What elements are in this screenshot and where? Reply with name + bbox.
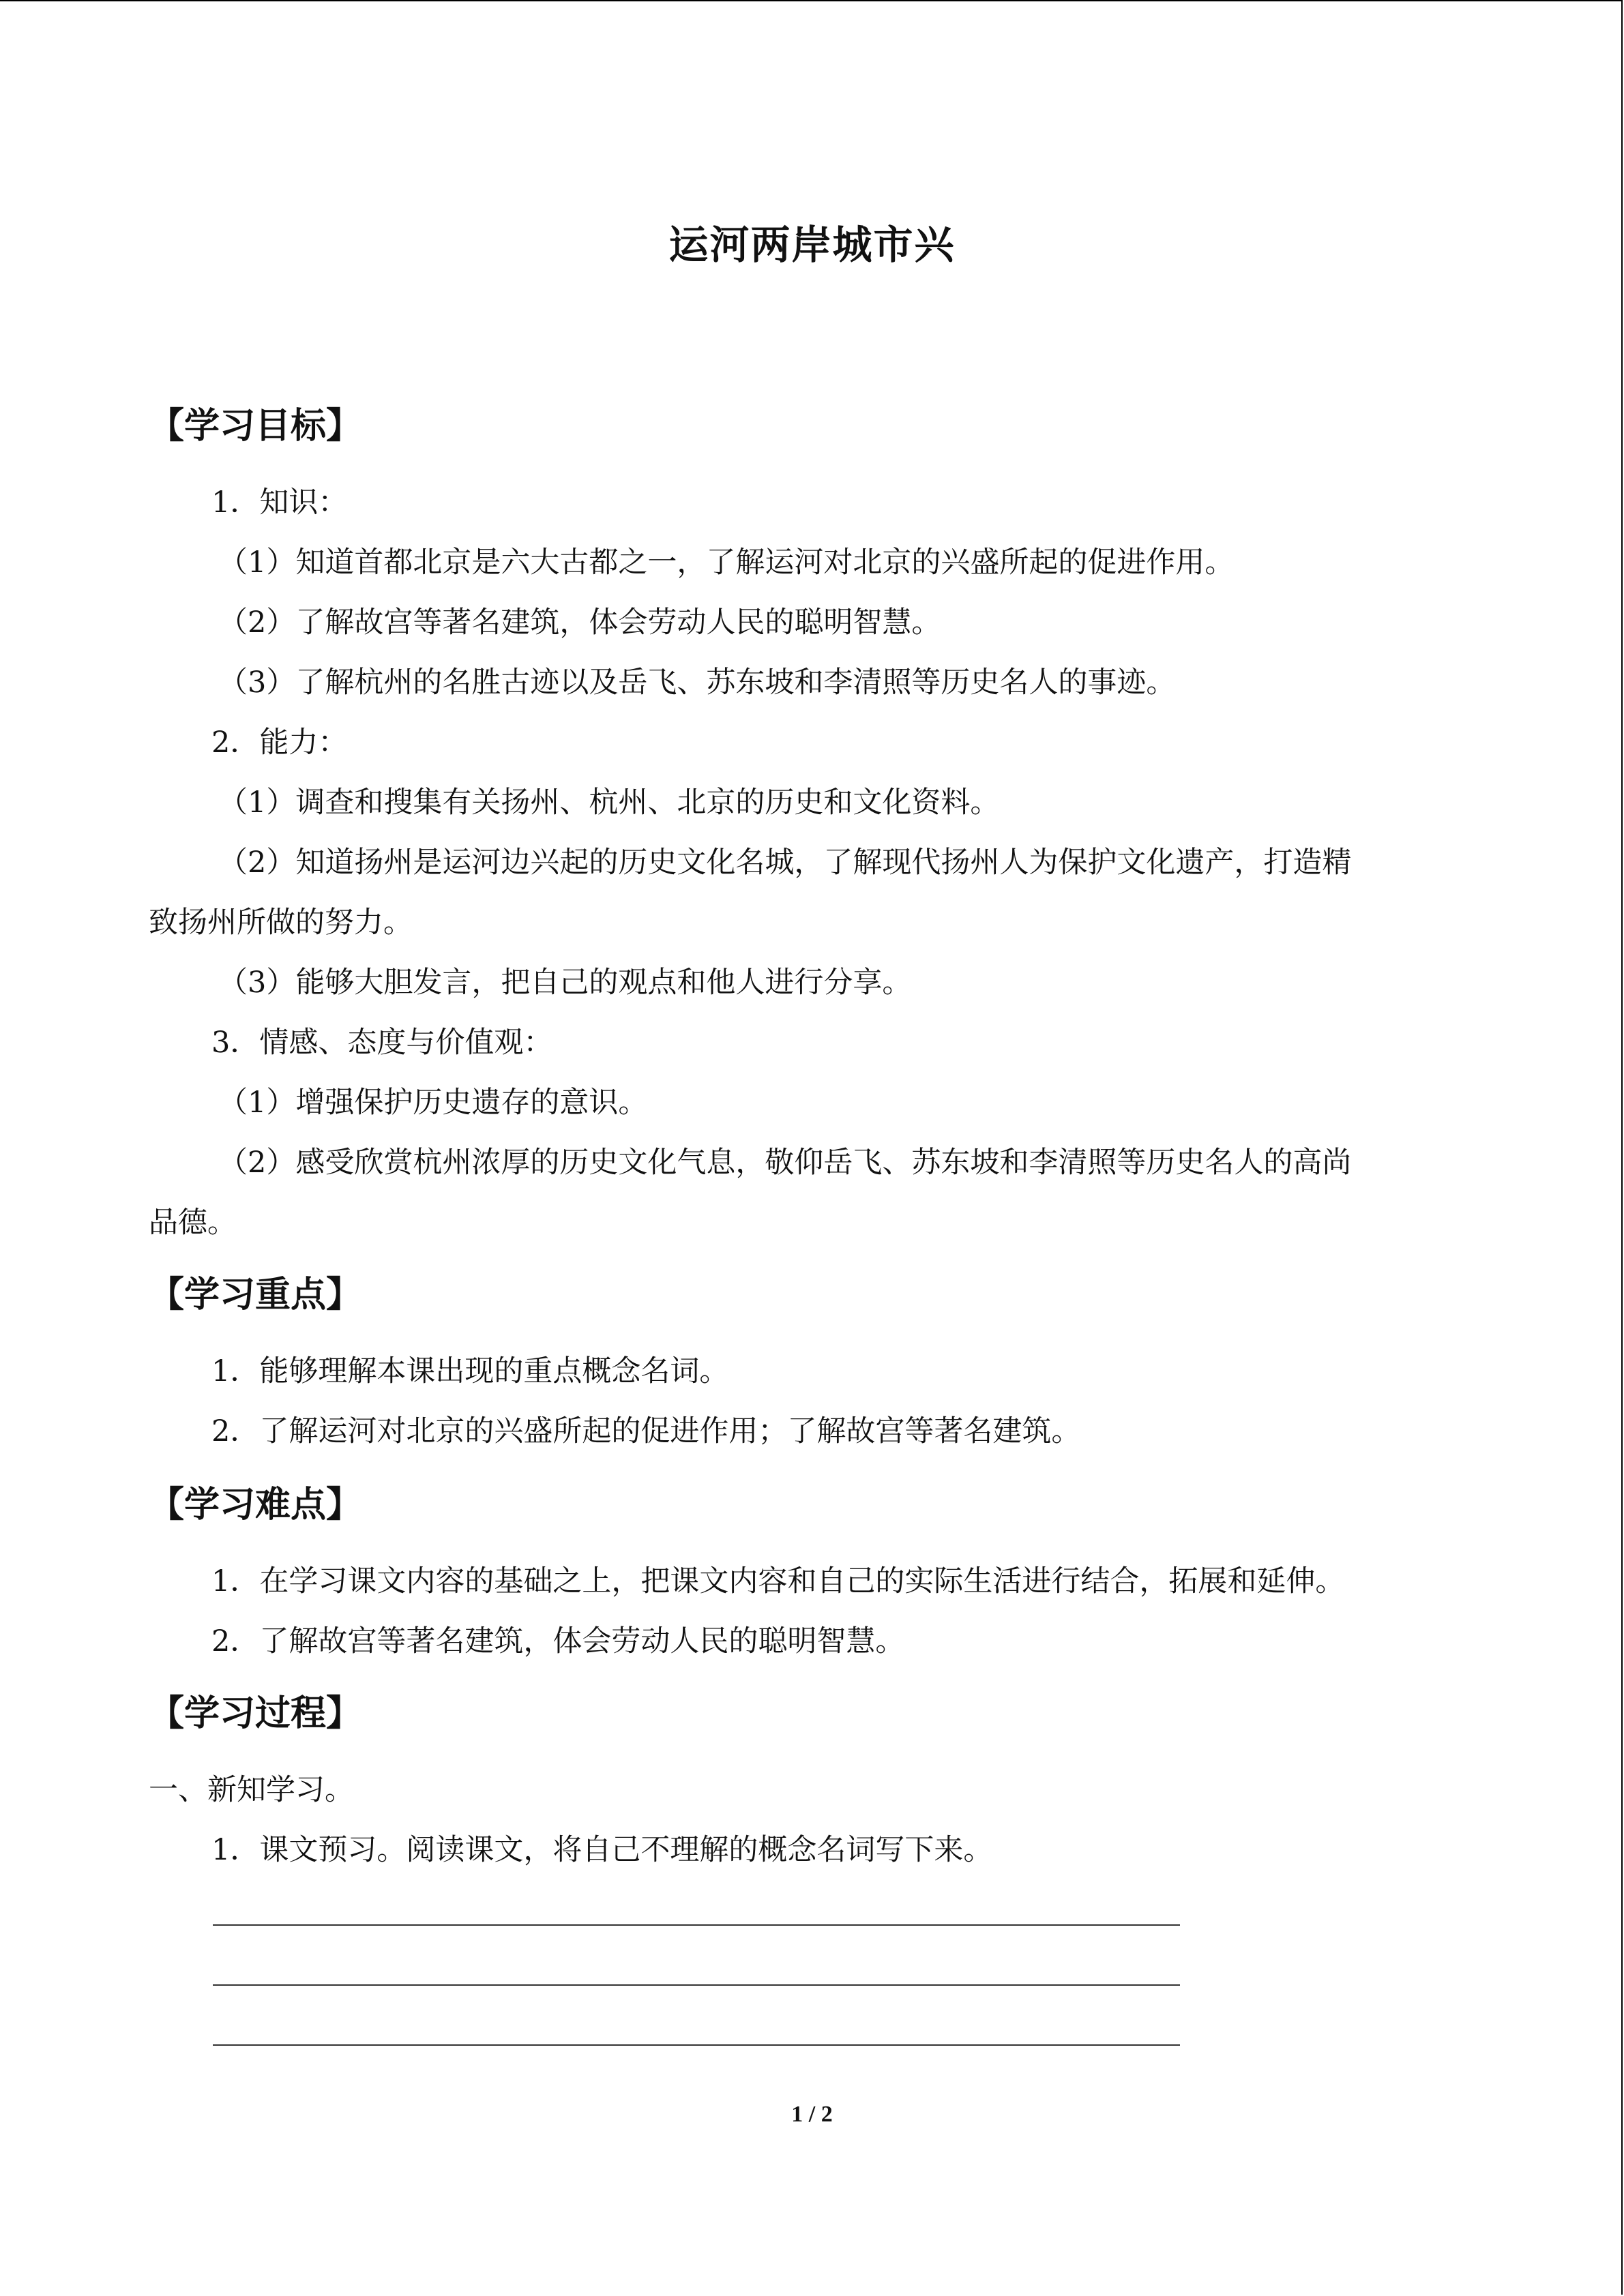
answer-line-3[interactable] xyxy=(213,2044,1180,2046)
section-heading-process: 【学习过程】 xyxy=(149,1693,362,1734)
objectives-ability-item-1: （1）调查和搜集有关扬州、杭州、北京的历史和文化资料。 xyxy=(218,786,1000,820)
key-point-item-1: 1．能够理解本课出现的重点概念名词。 xyxy=(211,1354,729,1388)
process-step-1: 1．课文预习。阅读课文，将自己不理解的概念名词写下来。 xyxy=(211,1833,993,1867)
objectives-ability-item-2-continued: 致扬州所做的努力。 xyxy=(149,906,413,940)
objectives-emotion-label: 3．情感、态度与价值观： xyxy=(211,1026,553,1060)
difficulty-item-2: 2．了解故宫等著名建筑，体会劳动人民的聪明智慧。 xyxy=(211,1624,905,1658)
objectives-emotion-item-2-continued: 品德。 xyxy=(149,1206,237,1240)
key-point-item-2: 2．了解运河对北京的兴盛所起的促进作用；了解故宫等著名建筑。 xyxy=(211,1414,1081,1448)
objectives-knowledge-item-1: （1）知道首都北京是六大古都之一，了解运河对北京的兴盛所起的促进作用。 xyxy=(218,546,1235,580)
objectives-emotion-item-2: （2）感受欣赏杭州浓厚的历史文化气息，敬仰岳飞、苏东坡和李清照等历史名人的高尚 xyxy=(218,1146,1352,1180)
objectives-knowledge-item-3: （3）了解杭州的名胜古迹以及岳飞、苏东坡和李清照等历史名人的事迹。 xyxy=(218,666,1176,700)
objectives-knowledge-label: 1．知识： xyxy=(211,486,348,520)
objectives-ability-item-2: （2）知道扬州是运河边兴起的历史文化名城，了解现代扬州人为保护文化遗产，打造精 xyxy=(218,846,1352,880)
objectives-knowledge-item-2: （2）了解故宫等著名建筑，体会劳动人民的聪明智慧。 xyxy=(218,606,941,640)
objectives-ability-item-3: （3）能够大胆发言，把自己的观点和他人进行分享。 xyxy=(218,966,912,1000)
process-part-1: 一、新知学习。 xyxy=(149,1773,354,1807)
section-heading-objectives: 【学习目标】 xyxy=(149,406,362,447)
answer-line-1[interactable] xyxy=(213,1924,1180,1926)
section-heading-key-points: 【学习重点】 xyxy=(149,1274,362,1315)
answer-line-2[interactable] xyxy=(213,1984,1180,1986)
document-title: 运河两岸城市兴 xyxy=(668,222,956,268)
page-number: 1 / 2 xyxy=(791,2102,833,2127)
objectives-emotion-item-1: （1）增强保护历史遗存的意识。 xyxy=(218,1086,648,1120)
objectives-ability-label: 2．能力： xyxy=(211,726,348,760)
difficulty-item-1: 1．在学习课文内容的基础之上，把课文内容和自己的实际生活进行结合，拓展和延伸。 xyxy=(211,1564,1345,1598)
section-heading-difficulties: 【学习难点】 xyxy=(149,1485,362,1525)
